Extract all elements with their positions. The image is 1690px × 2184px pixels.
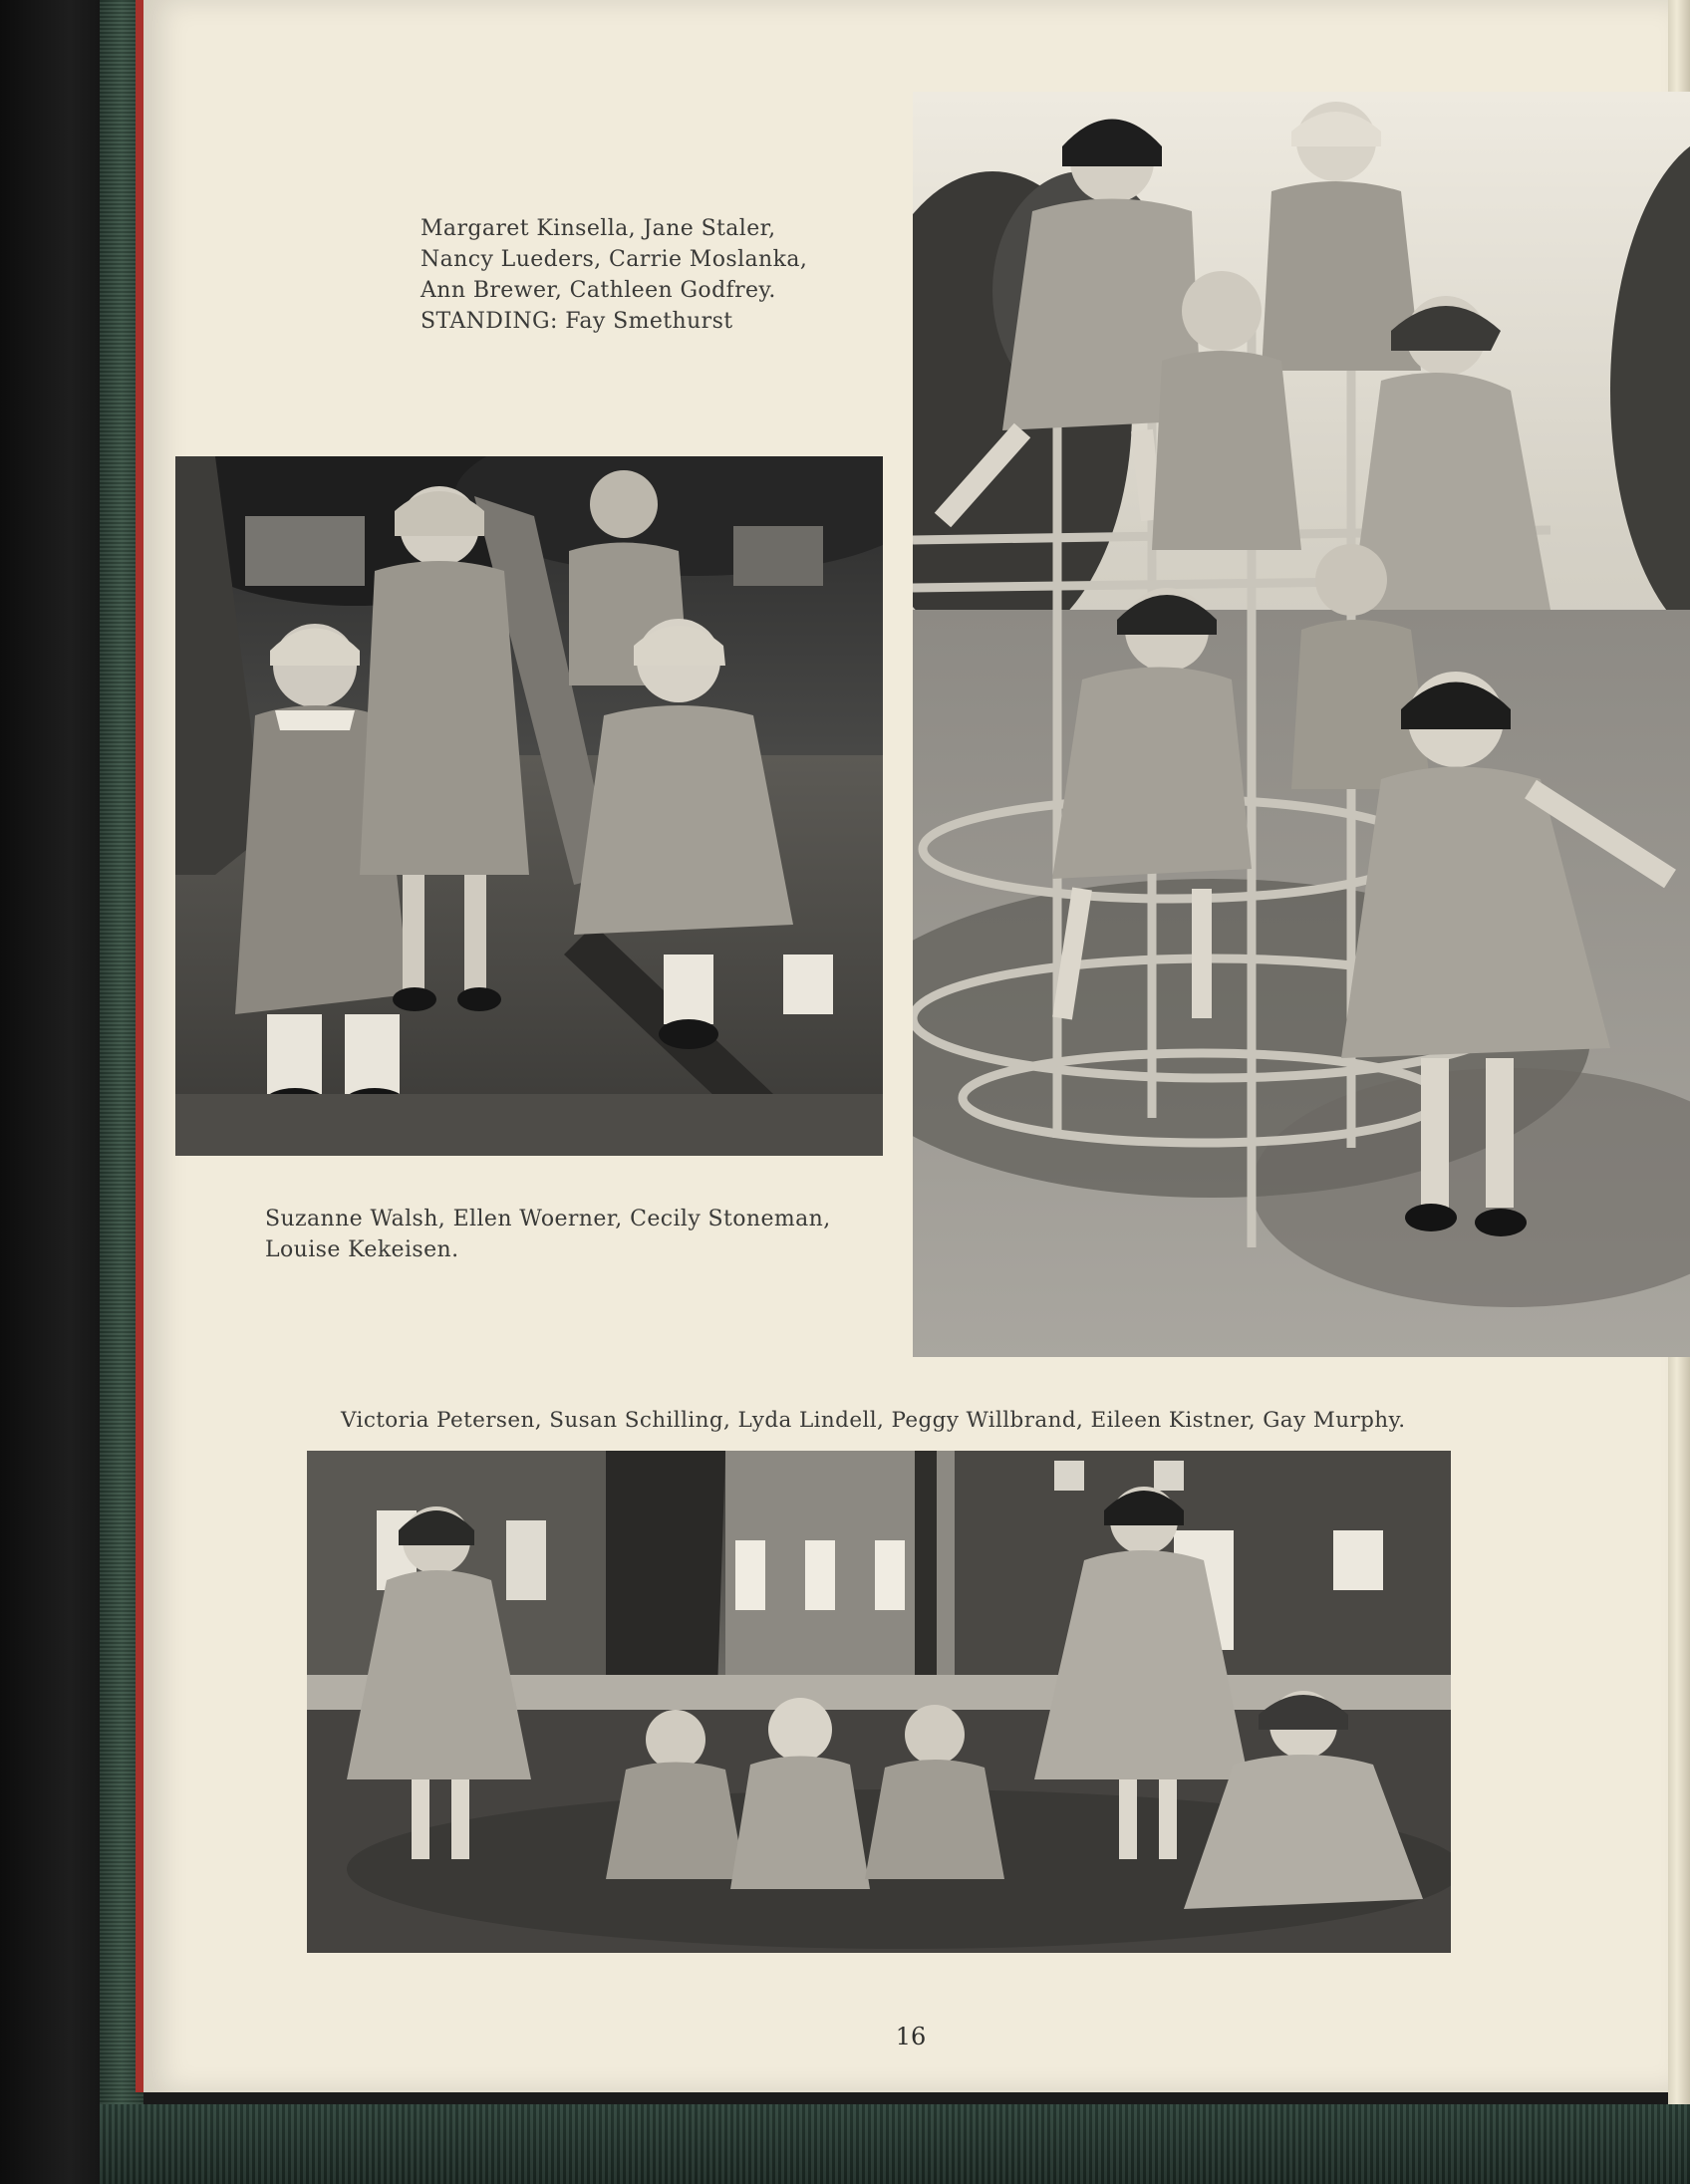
page-sheet <box>143 0 1668 2092</box>
book-red-edge <box>136 0 143 2092</box>
photo-jungle-gym-group <box>913 92 1690 1357</box>
caption-jungle-gym-names: Margaret Kinsella, Jane Staler, Nancy Lueders, Carrie Moslanka, Ann Brewer, Cathleen Godfrey. STANDING: Fay Smethurst <box>421 216 808 334</box>
page-number: 16 <box>895 2023 927 2050</box>
caption-lawn-names: Victoria Petersen, Susan Schilling, Lyda Lindell, Peggy Willbrand, Eileen Kistner, Gay Murphy. <box>341 1408 1406 1433</box>
book-cloth-bottom <box>100 2104 1690 2184</box>
photo-slide-four-girls <box>175 456 883 1156</box>
caption-slide-names: Suzanne Walsh, Ellen Woerner, Cecily Stoneman, Louise Kekeisen. <box>265 1207 831 1262</box>
photo-lawn-group <box>307 1451 1451 1953</box>
book-binding-shadow <box>0 0 100 2184</box>
